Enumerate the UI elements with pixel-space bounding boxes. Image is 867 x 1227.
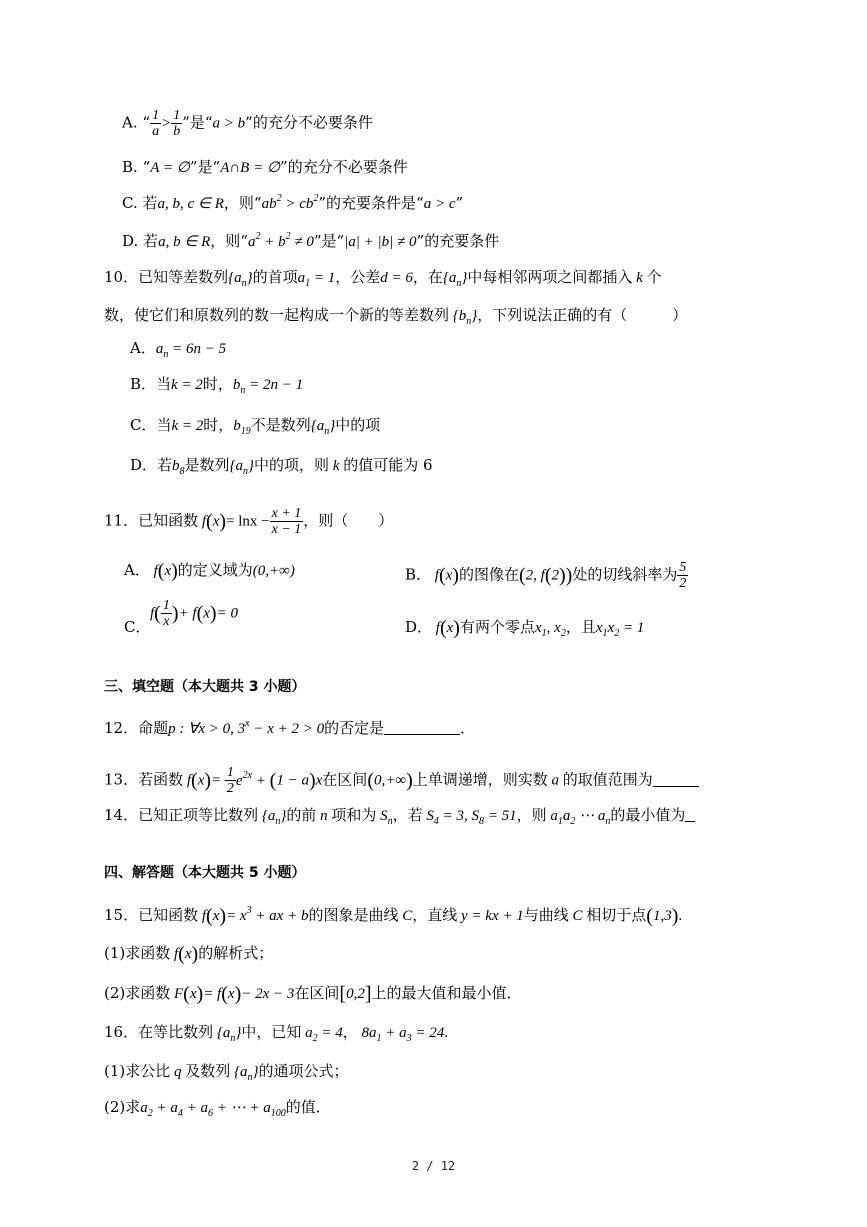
q9-option-d: D. 若a, b ∈ R，则“$a^2 + b^2 \ne 0$”是“|a| + |b| ≠ 0”的充要条件 bbox=[122, 231, 500, 250]
answer-blank bbox=[653, 772, 699, 787]
q16-part-1: (1)求公比 q 及数列 $\{a_n\}$的通项公式； bbox=[104, 1062, 349, 1083]
q11-option-a: A． f(x)的定义域为(0,+∞) bbox=[124, 560, 295, 582]
q16-part-2: (2)求$a_2 + a_4 + a_6$ + ⋯ + $a_{100}$的值． bbox=[104, 1098, 331, 1119]
q11-option-b: B． f(x)的图像在(2, f(2))处的切线斜率为 $\frac{5}{2}$ bbox=[405, 560, 687, 591]
answer-blank bbox=[384, 720, 460, 735]
q10-stem-line2: 数，使它们和原数列的数一起构成一个新的等差数列 $\{b_n\}$，下列说法正确的有（ ） bbox=[104, 306, 688, 327]
q15-part-2: (2)求函数 F(x)= f(x)− 2x − 3在区间[0,2]上的最大值和最小值． bbox=[104, 983, 522, 1005]
q16-stem: 16．在等比数列 $\{a_n\}$中，已知 $a_2 = 4$， $8a_1 + a_3 = 24$. bbox=[104, 1023, 448, 1044]
q10-stem-line1: 10．已知等差数列$\{a_n\}$的首项$a_1 = 1$，公差d = 6，在$\{a_n\}$中每相邻两项之间都插入 k 个 bbox=[104, 268, 662, 289]
q11-stem: 11．已知函数 f(x)= lnx − $\frac{x + 1}{x - 1}$ ，则（ ） bbox=[104, 506, 394, 537]
section-3-title: 三、填空题（本大题共 3 小题） bbox=[104, 679, 306, 695]
q10-option-a: A．$a_n = 6n - 5$ bbox=[130, 339, 227, 360]
option-label: A. bbox=[122, 113, 138, 132]
q9-option-a: A. “ $\frac{1}{a}$ > $\frac{1}{b}$ ”是“a > b”的充分不必要条件 bbox=[122, 108, 373, 139]
q11-option-c: C． bbox=[124, 618, 151, 636]
fraction-5-over-2: $\frac{5}{2}$ bbox=[679, 560, 687, 591]
q15-stem: 15．已知函数 $f(x)= x^3$ + ax + b的图象是曲线 C，直线 y = kx + 1与曲线 C 相切于点(1,3). bbox=[104, 905, 683, 927]
fraction-x-plus-1-over-x-minus-1: $\frac{x + 1}{x - 1}$ bbox=[271, 506, 302, 537]
q14: 14．已知正项等比数列 $\{a_n\}$的前 n 项和为 $S_n$，若 $S_4 = 3$, $S_8 = 51$，则 $a_1a_2$ ⋯ $a_n$的最小值为 bbox=[104, 805, 695, 832]
q11-option-c-expr: f( $\frac{1}{x}$ )+ f(x)= 0 bbox=[150, 598, 238, 629]
fraction-1-over-a: $\frac{1}{a}$ bbox=[152, 108, 160, 139]
q11-option-d: D． f(x)有两个零点$x_1$, $x_2$，且$x_1x_2 = 1$ bbox=[405, 617, 645, 639]
section-4-title: 四、解答题（本大题共 5 小题） bbox=[104, 865, 306, 881]
q10-option-b: B．当k = 2时，$b_n = 2n - 1$ bbox=[130, 375, 304, 396]
page-number: 2 / 12 bbox=[411, 1159, 456, 1173]
q10-option-d: D．若$b_8$是数列$\{a_n\}$中的项，则 k 的值可能为 6 bbox=[130, 456, 433, 477]
q15-part-1: (1)求函数 f(x)的解析式； bbox=[104, 943, 274, 965]
q13: 13．若函数 f(x)= $\frac{1}{2}$ $e^{2x} + (1 - a)x$在区间(0,+∞)上单调递增，则实数 a 的取值范围为 bbox=[104, 765, 699, 796]
q10-option-c: C．当k = 2时，$b_{19}$不是数列$\{a_n\}$中的项 bbox=[130, 416, 381, 437]
q9-option-b: B. “A = ∅”是“A∩B = ∅”的充分不必要条件 bbox=[122, 158, 408, 176]
q12: 12．命题p : ∀x > 0, $3^x - x + 2 > 0$的否定是 ． bbox=[104, 718, 476, 737]
answer-blank bbox=[685, 807, 695, 822]
q9-option-c: C. 若a, b, c ∈ R，则“$ab^2 > cb^2$”的充要条件是“a > c” bbox=[122, 193, 464, 212]
fraction-1-over-b: $\frac{1}{b}$ bbox=[173, 108, 181, 139]
